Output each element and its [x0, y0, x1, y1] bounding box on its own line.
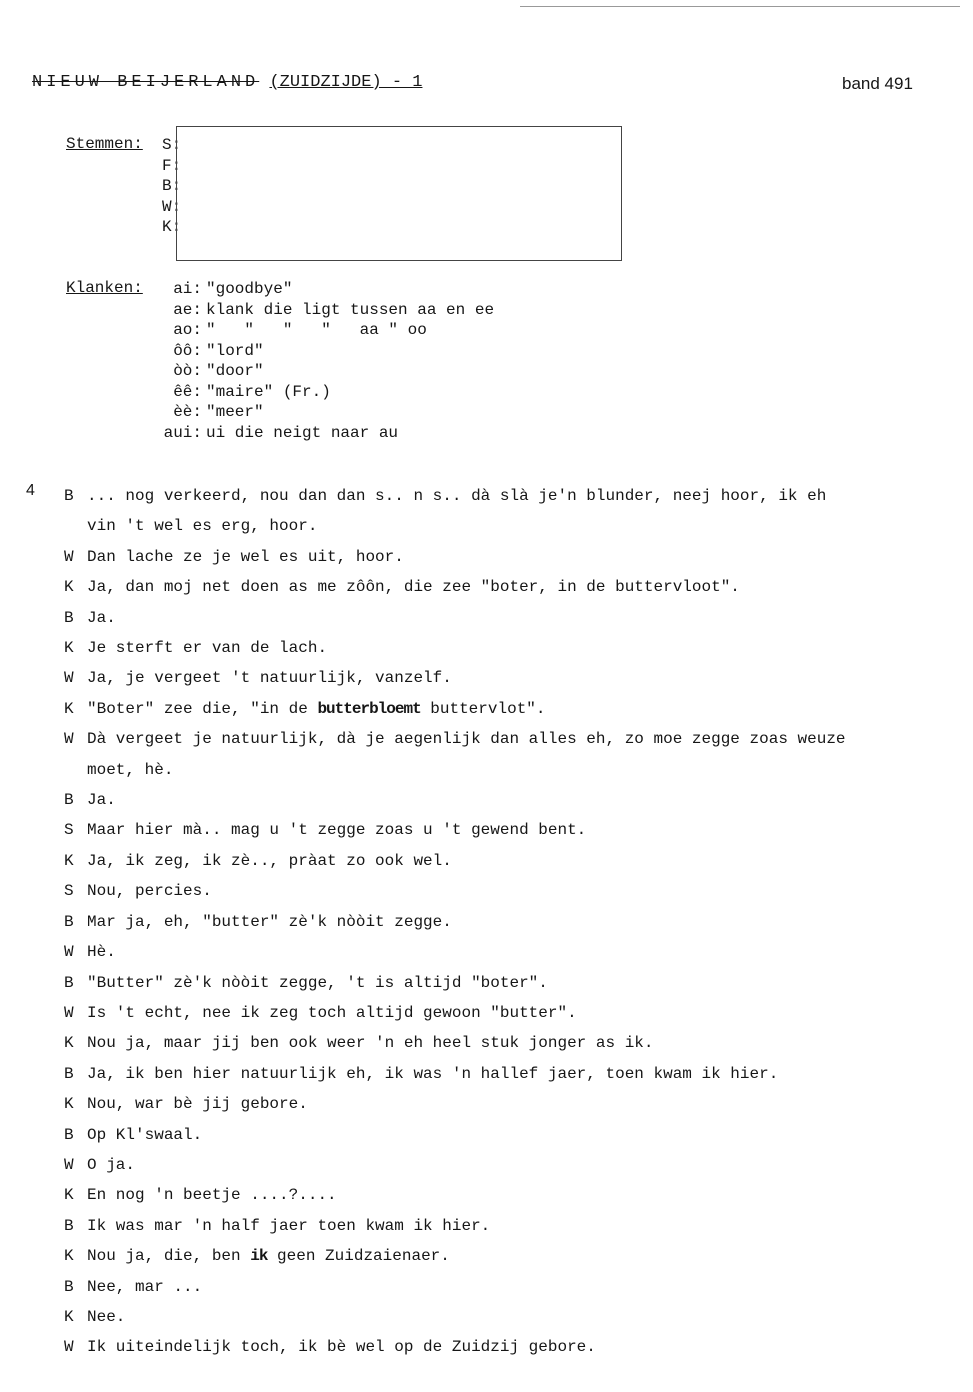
dialogue-turn [64, 1180, 944, 1210]
dialogue-turn [64, 907, 944, 937]
stem-letter: B: [162, 177, 182, 195]
speaker-letter: W [64, 730, 74, 749]
turn-text-main: "Butter" zè'k nòòit zegge, 't is altijd "boter". [87, 973, 548, 992]
turn-text [87, 1180, 944, 1210]
dialogue-turn [64, 1332, 944, 1362]
speaker-letter: B [64, 1125, 74, 1144]
turn-text-main: "Boter" zee die, "in de [87, 699, 308, 718]
turn-text [87, 542, 944, 572]
turn-text [87, 876, 944, 906]
klanken-label: Klanken: [66, 279, 143, 297]
speaker-letter: K [64, 699, 74, 718]
turn-text-main: Ja. [87, 791, 116, 810]
klank-key: èè: [173, 403, 202, 421]
klanken-list [148, 279, 494, 443]
speaker-letter: K [64, 639, 74, 658]
turn-text-main: Is 't echt, nee ik zeg toch altijd gewoon "butter". [87, 1003, 577, 1022]
klank-key: ae: [173, 300, 202, 319]
stem-letter: S: [162, 136, 182, 154]
klank-row [148, 382, 494, 403]
klank-row [148, 279, 494, 300]
klank-key: ao: [173, 321, 202, 339]
turn-text-main: Nee, mar ... [87, 1277, 203, 1296]
dialogue-turn [64, 1272, 944, 1302]
turn-text [87, 724, 944, 754]
turn-text [87, 937, 944, 967]
dialogue-turn [64, 846, 944, 876]
page-title [32, 73, 422, 92]
turn-text [87, 1120, 944, 1150]
band-number: band 491 [842, 74, 913, 93]
dialogue-turn [64, 1059, 944, 1089]
speaker-letter: B [64, 1216, 74, 1235]
speaker-letter: K [64, 1247, 74, 1266]
dialogue-turn [64, 572, 944, 602]
turn-text-main: Dan lache ze je wel es uit, hoor. [87, 547, 404, 566]
klank-row [148, 300, 494, 321]
turn-text [87, 481, 944, 511]
dialogue-turn [64, 785, 944, 815]
speaker-letter: B [64, 973, 74, 992]
dialogue-turn [64, 694, 944, 724]
speaker-letter: B [64, 791, 74, 810]
turn-text [87, 633, 944, 663]
turn-text [87, 815, 944, 845]
klank-row [148, 341, 494, 362]
speaker-letter: K [64, 1034, 74, 1053]
turn-text-main: Ja, je vergeet 't natuurlijk, vanzelf. [87, 669, 452, 688]
turn-continuation: moet, hè. [87, 760, 174, 779]
dialogue-turn [64, 968, 944, 998]
turn-text-main: O ja. [87, 1155, 136, 1174]
turn-text-after: geen Zuidzaienaer. [267, 1247, 450, 1266]
turn-text [87, 785, 944, 815]
klank-value: "door" [206, 362, 264, 380]
turn-text [87, 998, 944, 1028]
turn-text [87, 1241, 944, 1271]
dialogue-turn [64, 1241, 944, 1271]
speaker-letter: W [64, 669, 74, 688]
dialogue-turn [64, 724, 944, 754]
speaker-letter: K [64, 1307, 74, 1326]
klank-value: "maire" (Fr.) [206, 382, 331, 401]
speaker-letter: B [64, 1064, 74, 1083]
speaker-letter: W [64, 1155, 74, 1174]
klank-row [148, 320, 494, 341]
turn-text-main: Op Kl'swaal. [87, 1125, 203, 1144]
turn-text-after: buttervlot". [420, 699, 546, 718]
dialogue-turn [64, 1302, 944, 1332]
turn-text-main: Je sterft er van de lach. [87, 639, 328, 658]
dialogue-turn [64, 481, 944, 511]
turn-text-main: Hè. [87, 943, 116, 962]
turn-text [87, 1332, 944, 1362]
stemmen-label: Stemmen: [66, 135, 143, 153]
turn-text [87, 846, 944, 876]
turn-text-main: Maar hier mà.. mag u 't zegge zoas u 't gewend bent. [87, 821, 587, 840]
turn-text [87, 1150, 944, 1180]
turn-text [87, 572, 944, 602]
turn-text [87, 1059, 944, 1089]
dialogue-turn [64, 1028, 944, 1058]
turn-text-main: Ik was mar 'n half jaer toen kwam ik hier. [87, 1216, 491, 1235]
klank-value: "goodbye" [206, 280, 293, 298]
turn-text-main: Dà vergeet je natuurlijk, dà je aegenlijk dan alles eh, zo moe zegge zoas weuze [87, 730, 846, 749]
turn-text [87, 1302, 944, 1332]
dialogue-turn [64, 937, 944, 967]
dialogue-turn [64, 633, 944, 663]
klank-row [148, 402, 494, 423]
struck-word: butterbloemt [317, 699, 421, 718]
speaker-letter: W [64, 1338, 74, 1357]
turn-text-main: Ja, ik ben hier natuurlijk eh, ik was 'n hallef jaer, toen kwam ik hier. [87, 1064, 779, 1083]
struck-word: ik [250, 1247, 268, 1266]
speaker-letter: B [64, 608, 74, 627]
turn-text [87, 603, 944, 633]
turn-text [87, 1089, 944, 1119]
turn-text-main: Ja. [87, 608, 116, 627]
speaker-letter: S [64, 882, 74, 901]
speaker-letter: K [64, 1186, 74, 1205]
dialogue-turn [64, 1089, 944, 1119]
top-edge-line [520, 6, 960, 7]
turn-text-main: ... nog verkeerd, nou dan dan s.. n s.. dà slà je'n blunder, neej hoor, ik eh [87, 487, 827, 505]
title-struck-text: NIEUW BEIJERLAND [32, 73, 260, 92]
klank-row [148, 423, 494, 444]
turn-text-main: En nog 'n beetje ....?.... [87, 1186, 337, 1205]
klank-value: "lord" [206, 341, 264, 360]
dialogue-turn [64, 1211, 944, 1241]
turn-text [87, 907, 944, 937]
klank-key: òò: [173, 362, 202, 380]
dialogue-turn [64, 1120, 944, 1150]
turn-continuation: vin 't wel es erg, hoor. [87, 517, 318, 536]
stem-letter: K: [162, 218, 182, 236]
klank-key: êê: [173, 382, 202, 401]
speaker-letter: B [64, 1277, 74, 1296]
klank-key: ôô: [173, 341, 202, 360]
klank-value: ui die neigt naar au [206, 423, 399, 442]
dialogue-turn [64, 815, 944, 845]
turn-text [87, 968, 944, 998]
speaker-letter: K [64, 578, 74, 597]
stemmen-box [176, 126, 622, 261]
klank-value: " " " " aa " oo [206, 321, 427, 339]
speaker-letter: W [64, 1003, 74, 1022]
turn-text [87, 663, 944, 693]
klank-value: klank die ligt tussen aa en ee [206, 300, 495, 319]
dialogue-turn [64, 1150, 944, 1180]
speaker-letter: K [64, 851, 74, 870]
klank-key: ai: [173, 280, 202, 298]
speaker-letter: S [64, 821, 74, 840]
klank-value: "meer" [206, 403, 264, 421]
turn-text [87, 1272, 944, 1302]
turn-text-main: Ja, ik zeg, ik zè.., pràat zo ook wel. [87, 851, 452, 870]
klank-row [148, 361, 494, 382]
turn-text-main: Nou, percies. [87, 882, 212, 901]
dialogue-turn [64, 603, 944, 633]
speaker-letter: W [64, 943, 74, 962]
speaker-letter: B [64, 912, 74, 931]
turn-text-main: Nou, war bè jij gebore. [87, 1095, 308, 1114]
dialogue-turn [64, 998, 944, 1028]
turn-text-main: Mar ja, eh, "butter" zè'k nòòit zegge. [87, 912, 452, 931]
dialogue-turn [64, 876, 944, 906]
turn-text-main: Nou ja, die, ben [87, 1247, 241, 1266]
klank-key: aui: [163, 423, 202, 442]
stem-letter: W: [162, 197, 182, 216]
speaker-letter: B [64, 487, 74, 505]
transcript [64, 481, 944, 1363]
title-subtitle: (ZUIDZIJDE) - 1 [269, 73, 423, 92]
turn-text-main: Ja, dan moj net doen as me zôôn, die zee "boter, in de buttervloot". [87, 578, 740, 597]
turn-text-main: Nou ja, maar jij ben ook weer 'n eh heel stuk jonger as ik. [87, 1034, 654, 1053]
stem-letter: F: [162, 156, 182, 175]
line-number: 4 [26, 482, 35, 499]
turn-text [87, 1028, 944, 1058]
speaker-letter: K [64, 1095, 74, 1114]
dialogue-turn [64, 542, 944, 572]
turn-text-main: Nee. [87, 1307, 126, 1326]
speaker-letter: W [64, 547, 74, 566]
turn-text-main: Ik uiteindelijk toch, ik bè wel op de Zuidzij gebore. [87, 1338, 596, 1357]
turn-text [87, 1211, 944, 1241]
dialogue-turn [64, 663, 944, 693]
turn-text [87, 694, 944, 724]
